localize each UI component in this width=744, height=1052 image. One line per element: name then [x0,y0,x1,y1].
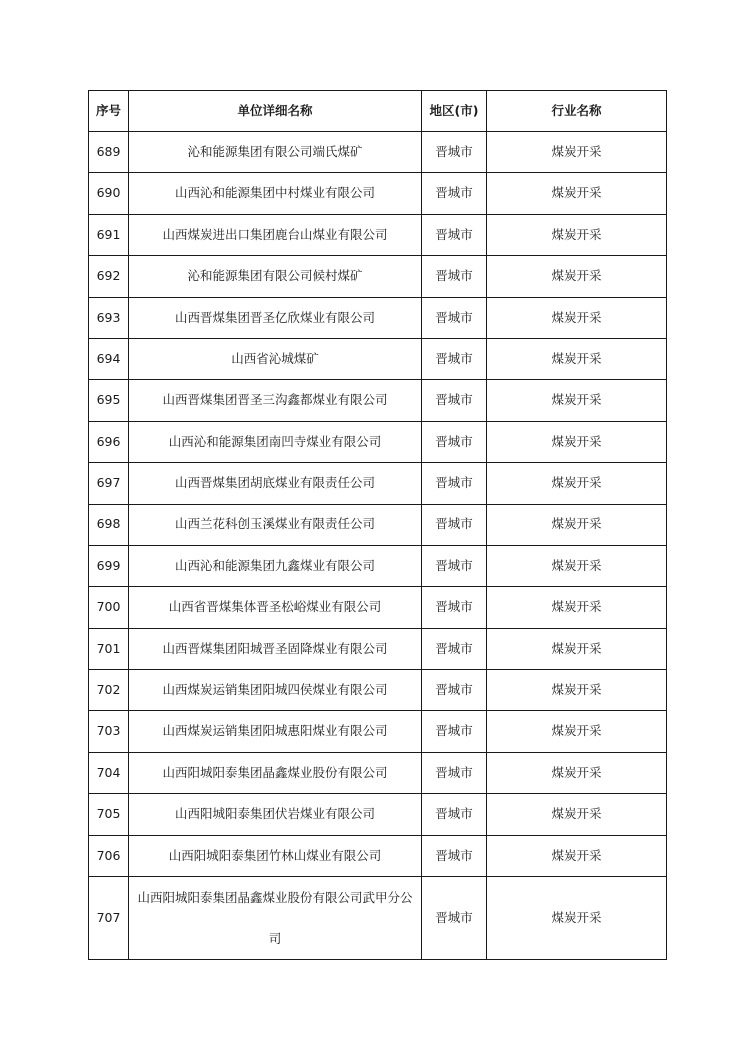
table-row [89,338,667,379]
cell-no: 701 [89,628,129,669]
cell-region: 晋城市 [422,421,487,462]
table-row [89,752,667,793]
table-row [89,794,667,835]
cell-name: 山西阳城阳泰集团伏岩煤业有限公司 [129,794,422,835]
cell-region: 晋城市 [422,752,487,793]
cell-no: 691 [89,214,129,255]
cell-industry: 煤炭开采 [487,587,667,628]
cell-no: 689 [89,132,129,173]
table-row [89,835,667,876]
table-row [89,256,667,297]
cell-region: 晋城市 [422,338,487,379]
table-row [89,670,667,711]
cell-name: 山西兰花科创玉溪煤业有限责任公司 [129,504,422,545]
cell-name: 山西晋煤集团晋圣三沟鑫都煤业有限公司 [129,380,422,421]
table-row [89,711,667,752]
cell-no: 702 [89,670,129,711]
table-row [89,877,667,960]
table-row [89,545,667,586]
table-row [89,463,667,504]
table-row [89,587,667,628]
cell-region: 晋城市 [422,545,487,586]
cell-industry: 煤炭开采 [487,752,667,793]
cell-no: 696 [89,421,129,462]
cell-region: 晋城市 [422,380,487,421]
cell-name: 山西沁和能源集团南凹寺煤业有限公司 [129,421,422,462]
cell-name: 山西沁和能源集团中村煤业有限公司 [129,173,422,214]
table-row [89,214,667,255]
cell-industry: 煤炭开采 [487,628,667,669]
cell-name: 沁和能源集团有限公司候村煤矿 [129,256,422,297]
cell-name: 山西沁和能源集团九鑫煤业有限公司 [129,545,422,586]
cell-no: 692 [89,256,129,297]
table-row [89,132,667,173]
cell-region: 晋城市 [422,504,487,545]
cell-name: 山西阳城阳泰集团晶鑫煤业股份有限公司 [129,752,422,793]
cell-name: 山西晋煤集团阳城晋圣固降煤业有限公司 [129,628,422,669]
cell-region: 晋城市 [422,132,487,173]
cell-industry: 煤炭开采 [487,421,667,462]
cell-name: 山西煤炭运销集团阳城惠阳煤业有限公司 [129,711,422,752]
cell-no: 699 [89,545,129,586]
table-header [89,91,667,132]
cell-region: 晋城市 [422,463,487,504]
cell-region: 晋城市 [422,256,487,297]
table-row [89,380,667,421]
cell-region: 晋城市 [422,214,487,255]
cell-no: 704 [89,752,129,793]
table-row [89,421,667,462]
table-row [89,173,667,214]
cell-name-text: 山西阳城阳泰集团晶鑫煤业股份有限公司武甲分公司 [137,890,413,947]
cell-no: 700 [89,587,129,628]
cell-no: 705 [89,794,129,835]
cell-name: 山西煤炭运销集团阳城四侯煤业有限公司 [129,670,422,711]
cell-region: 晋城市 [422,835,487,876]
header-name: 单位详细名称 [129,91,422,132]
table-body [89,132,667,960]
cell-name: 山西省沁城煤矿 [129,338,422,379]
cell-industry: 煤炭开采 [487,132,667,173]
cell-no: 698 [89,504,129,545]
cell-no: 694 [89,338,129,379]
cell-no: 707 [89,877,129,960]
enterprise-table [88,90,667,960]
cell-industry: 煤炭开采 [487,297,667,338]
cell-industry: 煤炭开采 [487,835,667,876]
cell-region: 晋城市 [422,877,487,960]
cell-region: 晋城市 [422,173,487,214]
cell-industry: 煤炭开采 [487,380,667,421]
table-row [89,504,667,545]
cell-industry: 煤炭开采 [487,338,667,379]
cell-name: 山西省晋煤集体晋圣松峪煤业有限公司 [129,587,422,628]
cell-industry: 煤炭开采 [487,173,667,214]
cell-region: 晋城市 [422,794,487,835]
cell-region: 晋城市 [422,628,487,669]
cell-industry: 煤炭开采 [487,545,667,586]
cell-industry: 煤炭开采 [487,711,667,752]
cell-region: 晋城市 [422,711,487,752]
cell-name: 山西煤炭进出口集团鹿台山煤业有限公司 [129,214,422,255]
cell-no: 697 [89,463,129,504]
cell-no: 695 [89,380,129,421]
cell-region: 晋城市 [422,297,487,338]
cell-industry: 煤炭开采 [487,670,667,711]
header-industry: 行业名称 [487,91,667,132]
cell-no: 693 [89,297,129,338]
cell-no: 703 [89,711,129,752]
cell-name: 山西阳城阳泰集团竹林山煤业有限公司 [129,835,422,876]
cell-no: 706 [89,835,129,876]
cell-name: 山西晋煤集团胡底煤业有限责任公司 [129,463,422,504]
table-row [89,297,667,338]
cell-industry: 煤炭开采 [487,877,667,960]
cell-region: 晋城市 [422,587,487,628]
cell-industry: 煤炭开采 [487,214,667,255]
cell-industry: 煤炭开采 [487,504,667,545]
cell-industry: 煤炭开采 [487,794,667,835]
table-row [89,628,667,669]
header-no: 序号 [89,91,129,132]
header-region: 地区(市) [422,91,487,132]
cell-industry: 煤炭开采 [487,463,667,504]
header-row [89,91,667,132]
cell-name: 山西晋煤集团晋圣亿欣煤业有限公司 [129,297,422,338]
cell-name [129,877,422,960]
cell-industry: 煤炭开采 [487,256,667,297]
cell-region: 晋城市 [422,670,487,711]
cell-name: 沁和能源集团有限公司端氏煤矿 [129,132,422,173]
cell-no: 690 [89,173,129,214]
